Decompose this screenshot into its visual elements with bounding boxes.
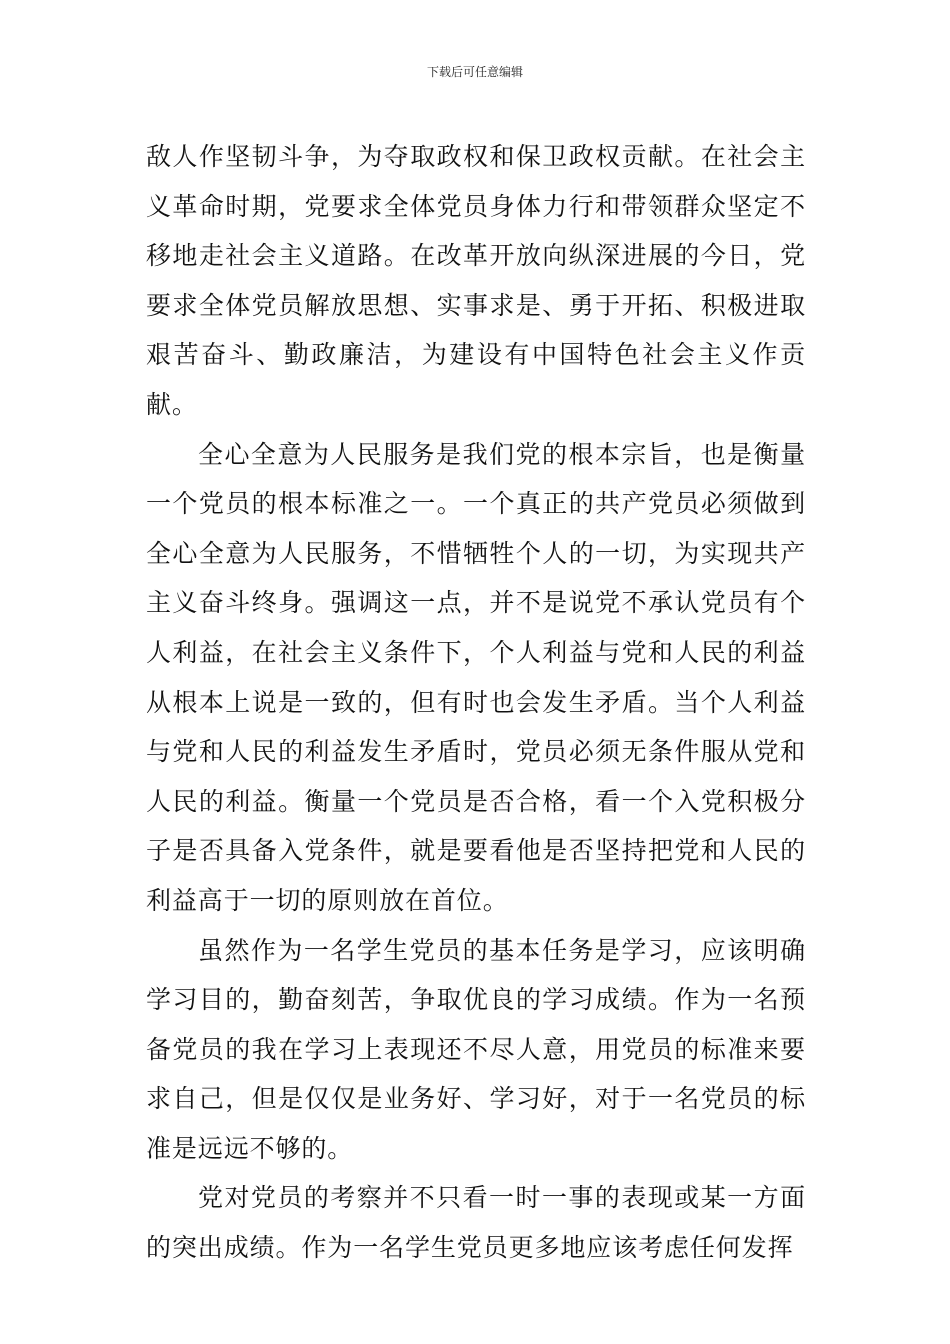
paragraph: 虽然作为一名学生党员的基本任务是学习，应该明确学习目的，勤奋刻苦，争取优良的学习成绩。作为一名预备党员的我在学习上表现还不尽人意，用党员的标准来要求自己，但是仅仅是业务好、学习好，对于一名党员的标准是远远不够的。 (146, 935, 806, 1163)
document-body (146, 132, 806, 1273)
paragraph: 党对党员的考察并不只看一时一事的表现或某一方面的突出成绩。作为一名学生党员更多地应该考虑任何发挥 (146, 1183, 806, 1263)
page-header: 下载后可任意编辑 (426, 65, 523, 79)
paragraph: 敌人作坚韧斗争，为夺取政权和保卫政权贡献。在社会主义革命时期，党要求全体党员身体力行和带领群众坚定不移地走社会主义道路。在改革开放向纵深进展的今日，党要求全体党员解放思想、实事求是、勇于开拓、积极进取艰苦奋斗、勤政廉洁，为建设有中国特色社会主义作贡献。 (146, 142, 806, 419)
paragraph: 全心全意为人民服务是我们党的根本宗旨，也是衡量一个党员的根本标准之一。一个真正的共产党员必须做到全心全意为人民服务，不惜牺牲个人的一切，为实现共产主义奋斗终身。强调这一点，并不是说党不承认党员有个人利益，在社会主义条件下，个人利益与党和人民的利益从根本上说是一致的，但有时也会发生矛盾。当个人利益与党和人民的利益发生矛盾时，党员必须无条件服从党和人民的利益。衡量一个党员是否合格，看一个入党积极分子是否具备入党条件，就是要看他是否坚持把党和人民的利益高于一切的原则放在首位。 (146, 439, 806, 915)
